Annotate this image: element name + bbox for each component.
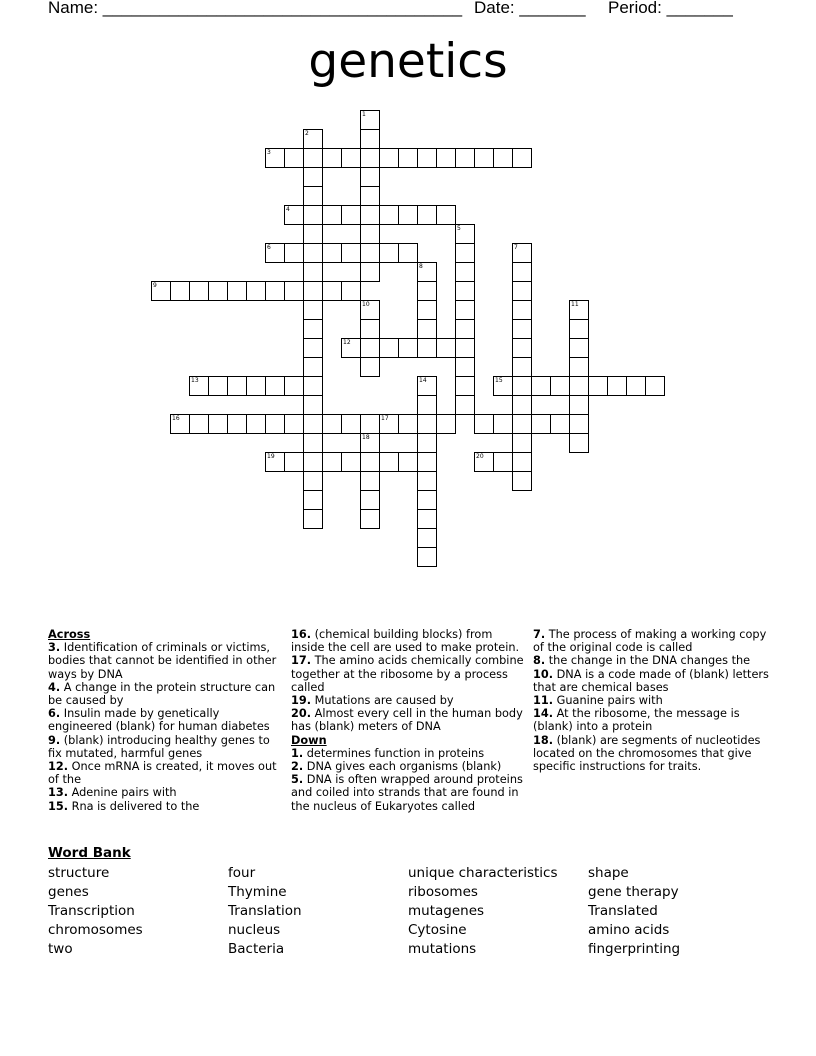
crossword-cell[interactable] <box>360 509 380 529</box>
clue-number: 5 <box>457 225 461 232</box>
crossword-cell[interactable] <box>360 471 380 491</box>
crossword-cell[interactable] <box>303 205 323 225</box>
word-bank-word: structure <box>48 865 110 881</box>
crossword-cell[interactable] <box>474 414 494 434</box>
clue-text: Adenine pairs with <box>68 786 177 800</box>
clue-text: DNA is a code made of (blank) letters that are chemical bases <box>533 667 769 694</box>
crossword-cell[interactable] <box>227 376 247 396</box>
crossword-cell[interactable] <box>436 205 456 225</box>
clue-number: 19. <box>291 694 312 708</box>
clue-number: 12. <box>48 760 69 774</box>
crossword-cell[interactable] <box>417 414 437 434</box>
clue-number: 9 <box>153 282 157 289</box>
clue <box>291 773 525 813</box>
word-bank-column <box>408 864 558 959</box>
crossword-cell[interactable] <box>284 243 304 263</box>
clue-text: Identification of criminals or victims, bodies that cannot be identified in other ways by DNA <box>48 641 277 681</box>
crossword-cell[interactable] <box>455 243 475 263</box>
crossword-cell[interactable] <box>569 357 589 377</box>
clue <box>533 707 769 733</box>
crossword-cell[interactable] <box>493 376 513 396</box>
crossword-cell[interactable] <box>265 148 285 168</box>
clue-number: 13 <box>191 377 199 384</box>
crossword-cell[interactable] <box>455 357 475 377</box>
clue-number: 5. <box>291 773 304 787</box>
crossword-cell[interactable] <box>398 452 418 472</box>
crossword-cell[interactable] <box>512 414 532 434</box>
word-bank-word: Transcription <box>48 903 135 919</box>
crossword-cell[interactable] <box>398 338 418 358</box>
crossword-cell[interactable] <box>455 262 475 282</box>
clue <box>533 694 769 707</box>
crossword-cell[interactable] <box>417 452 437 472</box>
crossword-cell[interactable] <box>455 319 475 339</box>
crossword-cell[interactable] <box>303 148 323 168</box>
crossword-cell[interactable] <box>303 338 323 358</box>
crossword-cell[interactable] <box>493 414 513 434</box>
crossword-cell[interactable] <box>455 376 475 396</box>
clue-number: 4. <box>48 680 61 694</box>
crossword-cell[interactable] <box>208 414 228 434</box>
crossword-cell[interactable] <box>360 262 380 282</box>
crossword-cell[interactable] <box>474 148 494 168</box>
clue <box>533 668 769 694</box>
clue-number: 10 <box>362 301 370 308</box>
crossword-cell[interactable] <box>303 471 323 491</box>
clue-number: 2 <box>305 130 309 137</box>
crossword-cell[interactable] <box>360 300 380 320</box>
clue-text: DNA is often wrapped around proteins and coiled into strands that are found in the nucleus of Eukaryotes called <box>291 773 523 813</box>
clue-number: 15 <box>495 377 503 384</box>
crossword-cell[interactable] <box>550 376 570 396</box>
clue-number: 8. <box>533 654 546 668</box>
crossword-cell[interactable] <box>360 433 380 453</box>
word-bank-column <box>48 864 143 959</box>
word-bank-word: Thymine <box>228 884 287 900</box>
crossword-cell[interactable] <box>341 148 361 168</box>
crossword-cell[interactable] <box>303 357 323 377</box>
crossword-cell[interactable] <box>398 414 418 434</box>
crossword-cell[interactable] <box>569 414 589 434</box>
crossword-cell[interactable] <box>607 376 627 396</box>
word-bank-word: unique characteristics <box>408 865 558 881</box>
crossword-cell[interactable] <box>360 224 380 244</box>
clue <box>48 641 284 681</box>
puzzle-title: genetics <box>308 34 508 89</box>
crossword-cell[interactable] <box>303 433 323 453</box>
crossword-cell[interactable] <box>322 281 342 301</box>
crossword-cell[interactable] <box>512 262 532 282</box>
clue-number: 19 <box>267 453 275 460</box>
crossword-cell[interactable] <box>303 262 323 282</box>
crossword-cell[interactable] <box>379 205 399 225</box>
crossword-cell[interactable] <box>284 205 304 225</box>
clue-number: 12 <box>343 339 351 346</box>
crossword-cell[interactable] <box>493 452 513 472</box>
crossword-cell[interactable] <box>455 395 475 415</box>
crossword-cell[interactable] <box>512 281 532 301</box>
crossword-cell[interactable] <box>379 338 399 358</box>
clue-number: 11 <box>571 301 579 308</box>
clue <box>291 694 525 707</box>
clue-text: Insulin made by genetically engineered (blank) for human diabetes <box>48 707 270 734</box>
clue-text: At the ribosome, the message is (blank) into a protein <box>533 707 740 734</box>
crossword-cell[interactable] <box>512 452 532 472</box>
crossword-cell[interactable] <box>360 338 380 358</box>
clue-text: Once mRNA is created, it moves out of the <box>48 760 277 787</box>
crossword-cell[interactable] <box>151 281 171 301</box>
crossword-cell[interactable] <box>303 452 323 472</box>
crossword-cell[interactable] <box>417 148 437 168</box>
word-bank-word: Translated <box>588 903 658 919</box>
crossword-cell[interactable] <box>360 357 380 377</box>
crossword-cell[interactable] <box>341 205 361 225</box>
down-clue-list-continued <box>533 628 769 773</box>
crossword-cell[interactable] <box>512 300 532 320</box>
word-bank-column <box>588 864 680 959</box>
clue-text: (blank) introducing healthy genes to fix mutated, harmful genes <box>48 733 270 760</box>
crossword-cell[interactable] <box>360 205 380 225</box>
crossword-cell[interactable] <box>284 376 304 396</box>
crossword-cell[interactable] <box>512 338 532 358</box>
crossword-cell[interactable] <box>417 281 437 301</box>
clue-number: 20. <box>291 707 312 721</box>
clue-number: 7. <box>533 628 546 641</box>
crossword-cell[interactable] <box>417 433 437 453</box>
clue-number: 6 <box>267 244 271 251</box>
crossword-cell[interactable] <box>512 376 532 396</box>
down-clue-list <box>291 747 525 813</box>
crossword-cell[interactable] <box>569 300 589 320</box>
crossword-cell[interactable] <box>360 452 380 472</box>
crossword-cell[interactable] <box>417 376 437 396</box>
crossword-cell[interactable] <box>303 490 323 510</box>
clue-number: 3. <box>48 641 61 655</box>
crossword-cell[interactable] <box>417 547 437 567</box>
period-field[interactable]: Period: _______ <box>608 0 733 17</box>
clue <box>533 734 769 774</box>
clue-text: Mutations are caused by <box>311 694 454 708</box>
clues-column-2 <box>291 628 525 813</box>
word-bank-word: two <box>48 941 73 957</box>
clue-number: 2. <box>291 760 304 774</box>
word-bank-word: genes <box>48 884 89 900</box>
across-clue-list <box>48 641 284 813</box>
crossword-cell[interactable] <box>360 167 380 187</box>
clue-number: 14. <box>533 707 554 721</box>
crossword-cell[interactable] <box>246 376 266 396</box>
crossword-cell[interactable] <box>246 414 266 434</box>
crossword-cell[interactable] <box>512 433 532 453</box>
crossword-cell[interactable] <box>417 471 437 491</box>
clue-number: 20 <box>476 453 484 460</box>
clue <box>48 760 284 786</box>
crossword-cell[interactable] <box>341 414 361 434</box>
clue-text: Guanine pairs with <box>553 694 663 708</box>
crossword-cell[interactable] <box>303 319 323 339</box>
clue-number: 4 <box>286 206 290 213</box>
clue <box>291 760 525 773</box>
crossword-cell[interactable] <box>341 281 361 301</box>
crossword-cell[interactable] <box>531 376 551 396</box>
name-field[interactable]: Name: ______________________________________ <box>48 0 463 17</box>
crossword-cell[interactable] <box>512 395 532 415</box>
crossword-cell[interactable] <box>303 129 323 149</box>
crossword-cell[interactable] <box>512 243 532 263</box>
crossword-cell[interactable] <box>417 300 437 320</box>
clue-number: 11. <box>533 694 554 708</box>
crossword-cell[interactable] <box>588 376 608 396</box>
clue-number: 6. <box>48 707 61 721</box>
crossword-cell[interactable] <box>189 376 209 396</box>
word-bank-word: Translation <box>228 903 302 919</box>
crossword-cell[interactable] <box>417 490 437 510</box>
crossword-cell[interactable] <box>265 452 285 472</box>
crossword-cell[interactable] <box>436 148 456 168</box>
crossword-cell[interactable] <box>474 452 494 472</box>
crossword-cell[interactable] <box>265 376 285 396</box>
word-bank-word: nucleus <box>228 922 281 938</box>
clue-text: DNA gives each organisms (blank) <box>303 760 502 774</box>
crossword-cell[interactable] <box>360 319 380 339</box>
crossword-cell[interactable] <box>569 376 589 396</box>
crossword-cell[interactable] <box>208 281 228 301</box>
crossword-cell[interactable] <box>303 300 323 320</box>
clue <box>48 786 284 799</box>
crossword-cell[interactable] <box>284 452 304 472</box>
word-bank-column <box>228 864 302 959</box>
crossword-cell[interactable] <box>341 452 361 472</box>
clue <box>48 734 284 760</box>
clue <box>291 654 525 694</box>
crossword-cell[interactable] <box>512 471 532 491</box>
crossword-cell[interactable] <box>322 148 342 168</box>
crossword-cell[interactable] <box>512 357 532 377</box>
crossword-cell[interactable] <box>208 376 228 396</box>
crossword-cell[interactable] <box>379 414 399 434</box>
clue-text: the change in the DNA changes the <box>545 654 751 668</box>
clue <box>48 707 284 733</box>
crossword-cell[interactable] <box>550 414 570 434</box>
crossword-cell[interactable] <box>303 167 323 187</box>
crossword-cell[interactable] <box>227 414 247 434</box>
word-bank-heading: Word Bank <box>48 845 131 861</box>
crossword-cell[interactable] <box>569 338 589 358</box>
clue-number: 7 <box>514 244 518 251</box>
clue-number: 17. <box>291 654 312 668</box>
crossword-cell[interactable] <box>303 376 323 396</box>
crossword-cell[interactable] <box>455 338 475 358</box>
crossword-cell[interactable] <box>303 395 323 415</box>
crossword-cell[interactable] <box>417 509 437 529</box>
crossword-cell[interactable] <box>227 281 247 301</box>
clue <box>533 654 769 667</box>
word-bank-word: fingerprinting <box>588 941 681 957</box>
clue-number: 15. <box>48 799 69 813</box>
clue-number: 18. <box>533 733 554 747</box>
clue-text: (chemical building blocks) from inside the cell are used to make protein. <box>291 628 520 655</box>
crossword-cell[interactable] <box>303 243 323 263</box>
word-bank-word: gene therapy <box>588 884 679 900</box>
crossword-cell[interactable] <box>360 129 380 149</box>
crossword-cell[interactable] <box>417 395 437 415</box>
clue <box>48 681 284 707</box>
clue <box>291 628 525 654</box>
crossword-cell[interactable] <box>284 148 304 168</box>
crossword-cell[interactable] <box>512 319 532 339</box>
crossword-cell[interactable] <box>265 281 285 301</box>
crossword-cell[interactable] <box>341 243 361 263</box>
clue-text: (blank) are segments of nucleotides located on the chromosomes that give specific instructions for traits. <box>533 733 761 774</box>
crossword-cell[interactable] <box>379 452 399 472</box>
clue-text: The amino acids chemically combine together at the ribosome by a process called <box>291 654 524 694</box>
crossword-cell[interactable] <box>303 281 323 301</box>
crossword-cell[interactable] <box>341 338 361 358</box>
word-bank-word: amino acids <box>588 922 670 938</box>
crossword-cell[interactable] <box>455 300 475 320</box>
crossword-cell[interactable] <box>417 205 437 225</box>
clue-number: 16 <box>172 415 180 422</box>
crossword-cell[interactable] <box>398 205 418 225</box>
clue-number: 8 <box>419 263 423 270</box>
crossword-cell[interactable] <box>569 319 589 339</box>
crossword-cell[interactable] <box>360 243 380 263</box>
clue-number: 16. <box>291 628 312 641</box>
clue-number: 10. <box>533 667 554 681</box>
clue <box>533 628 769 654</box>
clues-column-1 <box>48 628 284 813</box>
crossword-cell[interactable] <box>436 414 456 434</box>
clue-number: 17 <box>381 415 389 422</box>
clue-text: Almost every cell in the human body has (blank) meters of DNA <box>291 707 523 734</box>
crossword-cell[interactable] <box>189 281 209 301</box>
clue-number: 13. <box>48 786 69 800</box>
clue-number: 9. <box>48 733 61 747</box>
crossword-cell[interactable] <box>379 243 399 263</box>
crossword-cell[interactable] <box>626 376 646 396</box>
word-bank-word: mutagenes <box>408 903 485 919</box>
clue <box>291 707 525 733</box>
crossword-cell[interactable] <box>322 452 342 472</box>
crossword-cell[interactable] <box>455 281 475 301</box>
crossword-cell[interactable] <box>436 338 456 358</box>
clue <box>291 747 525 760</box>
crossword-cell[interactable] <box>265 414 285 434</box>
crossword-cell[interactable] <box>417 319 437 339</box>
clue-text: determines function in proteins <box>303 746 485 760</box>
crossword-cell[interactable] <box>417 528 437 548</box>
clue-number: 1. <box>291 746 304 760</box>
crossword-cell[interactable] <box>398 243 418 263</box>
clue-number: 3 <box>267 149 271 156</box>
word-bank-word: ribosomes <box>408 884 478 900</box>
crossword-cell[interactable] <box>170 281 190 301</box>
crossword-cell[interactable] <box>455 224 475 244</box>
word-bank-word: mutations <box>408 941 477 957</box>
word-bank-word: shape <box>588 865 629 881</box>
crossword-cell[interactable] <box>303 186 323 206</box>
crossword-cell[interactable] <box>531 414 551 434</box>
clues-column-3 <box>533 628 769 773</box>
crossword-cell[interactable] <box>284 414 304 434</box>
crossword-cell[interactable] <box>303 224 323 244</box>
crossword-cell[interactable] <box>417 338 437 358</box>
clue-number: 18 <box>362 434 370 441</box>
crossword-cell[interactable] <box>360 490 380 510</box>
crossword-cell[interactable] <box>322 205 342 225</box>
across-clue-list-continued <box>291 628 525 734</box>
crossword-cell[interactable] <box>360 110 380 130</box>
clue-text: Rna is delivered to the <box>68 799 200 813</box>
crossword-cell[interactable] <box>417 262 437 282</box>
word-bank-word: chromosomes <box>48 922 143 938</box>
crossword-cell[interactable] <box>322 414 342 434</box>
crossword-cell[interactable] <box>284 281 304 301</box>
crossword-cell[interactable] <box>493 148 513 168</box>
crossword-cell[interactable] <box>265 243 285 263</box>
crossword-cell[interactable] <box>360 148 380 168</box>
clue-number: 14 <box>419 377 427 384</box>
crossword-cell[interactable] <box>303 414 323 434</box>
crossword-cell[interactable] <box>569 395 589 415</box>
clue <box>48 800 284 813</box>
word-bank-word: Bacteria <box>228 941 285 957</box>
crossword-cell[interactable] <box>303 509 323 529</box>
crossword-cell[interactable] <box>379 148 399 168</box>
word-bank-word: four <box>228 865 256 881</box>
crossword-cell[interactable] <box>645 376 665 396</box>
across-heading: Across <box>48 628 91 641</box>
clue-text: The process of making a working copy of the original code is called <box>533 628 767 655</box>
crossword-cell[interactable] <box>512 148 532 168</box>
clue-text: A change in the protein structure can be caused by <box>48 680 276 708</box>
crossword-cell[interactable] <box>170 414 190 434</box>
crossword-cell[interactable] <box>246 281 266 301</box>
crossword-cell[interactable] <box>569 433 589 453</box>
clue-number: 1 <box>362 111 366 118</box>
crossword-cell[interactable] <box>360 414 380 434</box>
crossword-cell[interactable] <box>189 414 209 434</box>
date-field[interactable]: Date: _______ <box>474 0 586 17</box>
crossword-cell[interactable] <box>455 148 475 168</box>
crossword-cell[interactable] <box>322 243 342 263</box>
crossword-cell[interactable] <box>398 148 418 168</box>
crossword-cell[interactable] <box>360 186 380 206</box>
word-bank-word: Cytosine <box>408 922 467 938</box>
down-heading: Down <box>291 733 327 747</box>
